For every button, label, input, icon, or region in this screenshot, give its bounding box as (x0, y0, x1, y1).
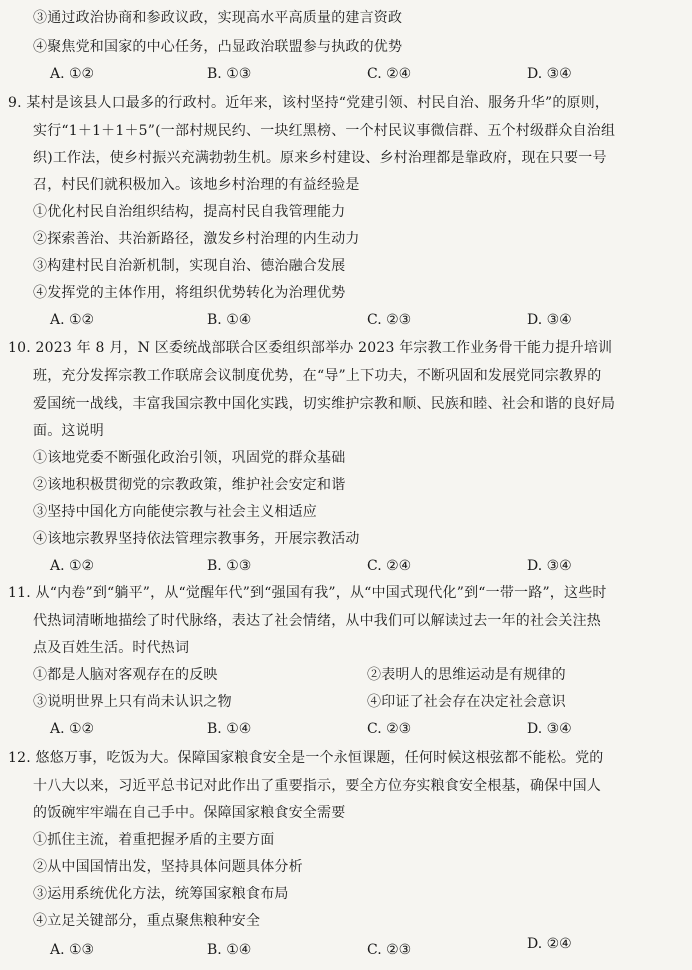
question-stem: 织)工作法，使乡村振兴充满勃勃生机。原来乡村建设、乡村治理都是靠政府，现在只要一号 (33, 150, 607, 166)
option-a: A. ①② (50, 66, 95, 82)
statement-4: ④立足关键部分，重点聚焦粮种安全 (33, 913, 261, 929)
option-b: B. ①④ (207, 942, 252, 958)
statement-2: ②该地积极贯彻党的宗教政策，维护社会安定和谐 (33, 477, 346, 493)
option-c: C. ②③ (367, 312, 412, 328)
question-stem: 召，村民们就积极加入。该地乡村治理的有益经验是 (33, 177, 360, 193)
option-a: A. ①② (50, 721, 95, 737)
option-d: D. ③④ (527, 66, 572, 82)
option-c: C. ②④ (367, 66, 412, 82)
question-stem: 班，充分发挥宗教工作联席会议制度优势，在“导”上下功夫，不断巩固和发展党同宗教界的 (33, 368, 602, 384)
statement-2: ②表明人的思维运动是有规律的 (367, 667, 566, 683)
option-b: B. ①③ (207, 558, 252, 574)
option-d: D. ③④ (527, 558, 572, 574)
option-b: B. ①③ (207, 66, 252, 82)
question-stem: 实行“1＋1＋1＋5”(一部村规民约、一块红黑榜、一个村民议事微信群、五个村级群众自治组 (33, 123, 616, 139)
statement-1: ①都是人脑对客观存在的反映 (33, 667, 218, 683)
option-b: B. ①④ (207, 312, 252, 328)
question-stem: 十八大以来，习近平总书记对此作出了重要指示，要全方位夯实粮食安全根基，确保中国人 (33, 778, 601, 794)
option-d: D. ③④ (527, 721, 572, 737)
statement-4: ④发挥党的主体作用，将组织优势转化为治理优势 (33, 285, 346, 301)
option-a: A. ①② (50, 312, 95, 328)
statement-1: ①优化村民自治组织结构，提高村民自我管理能力 (33, 204, 346, 220)
question-stem: 10. 2023 年 8 月，N 区委统战部联合区委组织部举办 2023 年宗教工作业务骨干能力提升培训 (8, 340, 613, 356)
option-c: C. ②③ (367, 942, 412, 958)
statement-3: ③通过政治协商和参政议政，实现高水平高质量的建言资政 (33, 10, 403, 26)
question-stem: 代热词清晰地描绘了时代脉络，表达了社会情绪，从中我们可以解读过去一年的社会关注热 (33, 613, 601, 629)
question-stem: 12. 悠悠万事，吃饭为大。保障国家粮食安全是一个永恒课题，任何时候这根弦都不能松。党的 (8, 750, 604, 766)
option-a: A. ①② (50, 558, 95, 574)
question-stem: 面。这说明 (33, 423, 104, 439)
option-c: C. ②③ (367, 721, 412, 737)
option-a: A. ①③ (50, 942, 95, 958)
question-stem: 点及百姓生活。时代热词 (33, 640, 190, 656)
question-stem: 11. 从“内卷”到“躺平”，从“觉醒年代”到“强国有我”，从“中国式现代化”到“一带一路”，这些时 (8, 585, 607, 601)
statement-4: ④聚焦党和国家的中心任务，凸显政治联盟参与执政的优势 (33, 39, 403, 55)
statement-3: ③坚持中国化方向能使宗教与社会主义相适应 (33, 504, 317, 520)
statement-2: ②探索善治、共治新路径，激发乡村治理的内生动力 (33, 231, 360, 247)
statement-3: ③运用系统优化方法，统筹国家粮食布局 (33, 886, 289, 902)
question-stem: 的饭碗牢牢端在自己手中。保障国家粮食安全需要 (33, 805, 346, 821)
question-stem: 爱国统一战线，丰富我国宗教中国化实践，切实维护宗教和顺、民族和睦、社会和谐的良好局 (33, 396, 616, 412)
statement-1: ①该地党委不断强化政治引领，巩固党的群众基础 (33, 450, 346, 466)
statement-1: ①抓住主流，着重把握矛盾的主要方面 (33, 832, 275, 848)
option-c: C. ②④ (367, 558, 412, 574)
option-d: D. ③④ (527, 312, 572, 328)
statement-4: ④印证了社会存在决定社会意识 (367, 694, 566, 710)
option-b: B. ①④ (207, 721, 252, 737)
statement-2: ②从中国国情出发，坚持具体问题具体分析 (33, 859, 303, 875)
statement-3: ③构建村民自治新机制，实现自治、德治融合发展 (33, 258, 346, 274)
question-stem: 9. 某村是该县人口最多的行政村。近年来，该村坚持“党建引领、村民自治、服务升华”的原则， (8, 95, 610, 111)
option-d: D. ②④ (527, 936, 572, 952)
statement-3: ③说明世界上只有尚未认识之物 (33, 694, 232, 710)
statement-4: ④该地宗教界坚持依法管理宗教事务，开展宗教活动 (33, 531, 360, 547)
